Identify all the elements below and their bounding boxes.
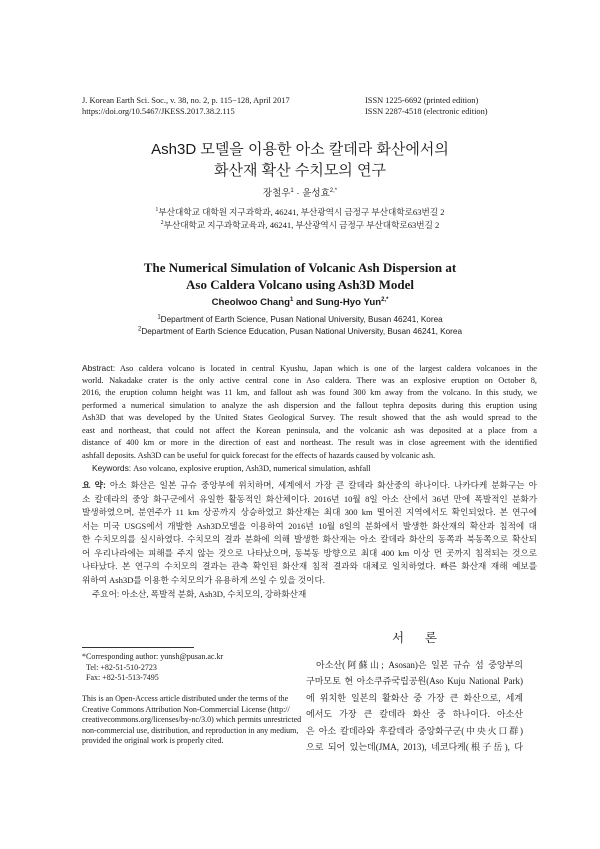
korean-abstract-label: 요 약: — [82, 480, 106, 490]
license-line: This is an Open-Access article distributed under the terms of the — [82, 694, 289, 703]
korean-author2-sup: 2,* — [329, 187, 338, 194]
english-affiliation2: $^2$Department of Earth Science Education, Pusan National University, Busan 46241, Korea — [137, 325, 463, 336]
journal-line: J. Korean Earth Sci. Soc., v. 38, no. 2, p. 115−128, April 2017 — [82, 96, 290, 105]
abstract-line: distance of 400 km or more in the direction of east and northeast. The result was in close agreement with the identified — [82, 438, 537, 447]
abstract-line: Abstract: Aso caldera volcano is located in central Kyushu, Japan which is one of the largest caldera volcanoes in the — [82, 363, 537, 373]
license-line: provided the original work is properly cited. — [82, 736, 224, 746]
korean-keywords-label: 주요어: — [92, 589, 120, 599]
english-author1: Cheolwoo Chang — [211, 297, 290, 308]
korean-authors — [60, 188, 540, 200]
introduction-line: 구마모토 현 아소쿠쥬국립공원(Aso Kuju National Park) — [306, 676, 523, 687]
introduction-line: 으로 되어 있는데(JMA, 2013), 네코다케(根子岳), 다 — [306, 742, 523, 752]
english-author2: Sung-Hyo Yun — [315, 297, 382, 308]
license-line: Creative Commons Attribution Non-Commercial License (http:// — [82, 704, 290, 714]
corresponding-author: *Corresponding author: yunsh@pusan.ac.kr — [82, 652, 224, 661]
abstract-line: east and northeast, that could not affect the Korean peninsula, and the volcanic ash was deposited at a place from a — [82, 425, 537, 435]
korean-author-sep: · — [293, 188, 303, 199]
abstract-line: Ash3D that was developed by the United States Geological Survey. The result showed that the ash would spread to the — [82, 413, 537, 422]
doi-link[interactable]: https://doi.org/10.5467/JKESS.2017.38.2.115 — [82, 107, 235, 116]
keywords-label: Keywords: — [92, 463, 132, 473]
introduction-line: 에서도 가장 큰 칼데라 화산 중 하나이다. 아소산 — [306, 709, 523, 720]
korean-abstract-line: 한 수치모의를 실시하였다. 수치모의 결과 분화에 의해 발생한 화산재는 아소 칼데라 화산의 동쪽과 북동쪽으로 확산되 — [82, 534, 537, 544]
english-affiliations — [60, 314, 540, 337]
korean-affiliation1: $^1$부산대학교 대학원 지구과학과, 46241, 부산광역시 금정구 부산대학로63번길 2 — [155, 207, 445, 217]
introduction-heading: 서 론 — [392, 631, 437, 645]
abstract-line: performed a numerical simulation to analyze the ash dispersion and the fallout tephra deposits during this eruption using — [82, 400, 537, 410]
korean-affiliation2: $^2$부산대학교 지구과학교육과, 46241, 부산광역시 금정구 부산대학로63번길 2 — [160, 220, 440, 230]
korean-abstract-line: 소 칼데라의 중앙 화구군에서 유일한 활동적인 화산체이다. 2016년 10월 8일 아소 산에서 36년 만에 폭발적인 분화가 — [82, 493, 537, 504]
english-authors: Cheolwoo Chang$^1$ and Sung-Hyo Yun$^{2,*}$ — [211, 296, 389, 308]
introduction-line: 은 아소 칼데라와 후칼데라 중앙화구군(中央火口群) — [306, 725, 523, 736]
keywords-text: Aso volcano, explosive eruption, Ash3D, numerical simulation, ashfall — [133, 464, 371, 473]
korean-author1-sup: 1 — [290, 187, 294, 194]
korean-abstract-line: 발생하였으며, 분연주가 11 km 상공까지 상승하였고 화산재는 최대 300 km 떨어진 지역에서도 확인되었다. 본 연구에 — [82, 507, 537, 517]
korean-title — [60, 139, 540, 181]
introduction-line: 아소산(阿蘇山; Asosan)은 일본 규슈 섬 중앙부의 — [316, 660, 523, 670]
korean-title-line1: Ash3D 모델을 이용한 아소 칼데라 화산에서의 — [151, 141, 449, 158]
corresponding-fax: Fax: +82-51-513-7495 — [86, 673, 159, 683]
issn-electronic: ISSN 2287-4518 (electronic edition) — [365, 107, 488, 116]
korean-keywords-text: 아소산, 폭발적 분화, Ash3D, 수치모의, 강하화산재 — [121, 589, 307, 599]
english-title-line1: The Numerical Simulation of Volcanic Ash Dispersion at — [143, 260, 457, 275]
korean-abstract-line: 어 우리나라에는 피해를 주지 않는 것으로 나타났으며, 동북동 방향으로 최대 400 km 이상 먼 곳까지 침적되는 것으로 — [82, 547, 537, 558]
english-affiliation1: $^1$Department of Earth Science, Pusan National University, Busan 46241, Korea — [157, 314, 443, 324]
korean-keywords — [92, 588, 306, 600]
issn-print: ISSN 1225-6692 (printed edition) — [365, 96, 479, 105]
license-line: creativecommons.org/licenses/by-nc/3.0) which permits unrestricted — [82, 715, 302, 725]
footnote-divider — [82, 647, 194, 648]
keywords — [92, 463, 371, 473]
korean-abstract-line: 나타났다. 본 연구의 수치모의 결과는 관측 확인된 화산재 침적 결과와 대체로 일치하였다. 빠른 화산재 재해 예보를 — [82, 561, 537, 571]
abstract-label: Abstract: — [82, 363, 116, 373]
english-title-line2: Aso Caldera Volcano using Ash3D Model — [186, 277, 414, 292]
journal-citation — [82, 95, 342, 117]
korean-author1: 장철우 — [262, 188, 291, 199]
license-line: non-commercial use, distribution, and reproduction in any medium, — [82, 725, 299, 735]
korean-author2: 윤성효 — [302, 188, 330, 199]
abstract-line: world. Nakadake crater is the only active central cone in Aso caldera. There was an explosive eruption on October 8, — [82, 375, 537, 385]
abstract-line: 2016, the eruption column height was 11 km, and fallout ash was found 300 km away from the volcano. In this study, we — [82, 388, 537, 397]
abstract-line: ashfall deposits. Ash3D can be useful for quick forecast for the effects of hazards caused by volcanic ash. — [82, 450, 436, 460]
korean-affiliations — [60, 206, 540, 232]
korean-abstract-line: 요 약: 아소 화산은 일본 규슈 중앙부에 위치하며, 세계에서 가장 큰 칼데라 화산중의 하나이다. 나카다케 분화구는 아 — [82, 480, 537, 490]
introduction-line: 에 위치한 일본의 활화산 중 가장 큰 화산으로, 세계 — [306, 692, 523, 703]
corresponding-tel: Tel: +82-51-510-2723 — [86, 662, 157, 672]
issn-block — [365, 95, 540, 117]
english-title — [60, 259, 540, 293]
korean-abstract-line: 서는 미국 USGS에서 개발한 Ash3D모델을 이용하여 2016년 10월 8일의 분화에서 발생한 화산재의 확산과 침적에 대 — [82, 520, 537, 531]
korean-abstract-line: 위하여 Ash3D를 이용한 수치모의가 유용하게 쓰일 수 있을 것이다. — [82, 574, 325, 585]
korean-title-line2: 화산재 확산 수치모의 연구 — [214, 162, 386, 179]
